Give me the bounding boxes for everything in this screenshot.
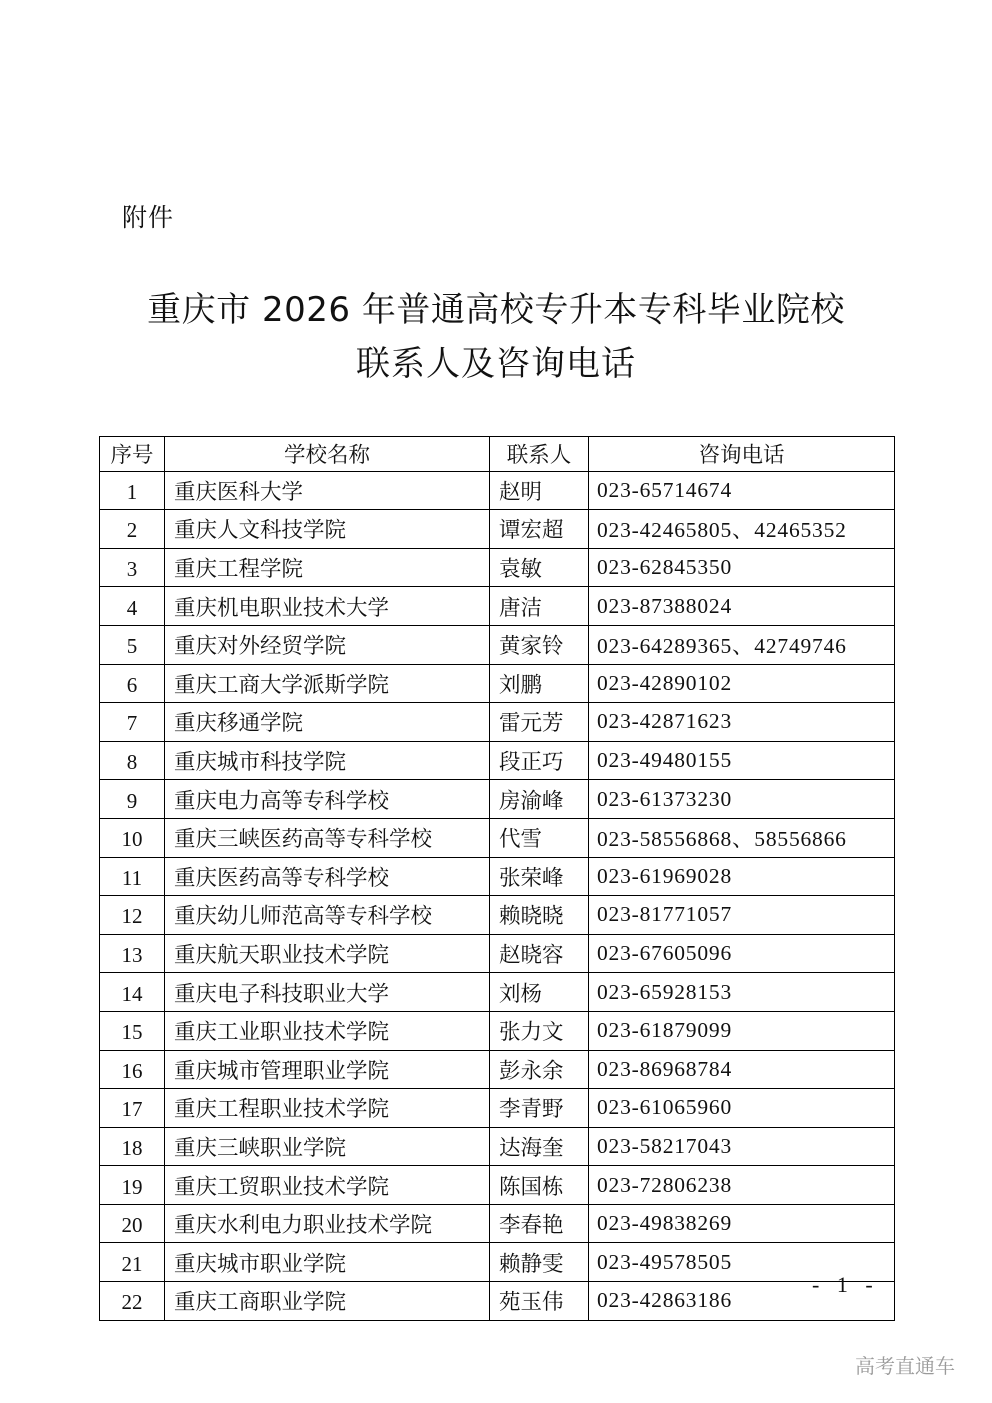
school-name: 重庆电子科技职业大学 bbox=[165, 973, 490, 1012]
table-header-row bbox=[100, 437, 895, 472]
school-name: 重庆工程职业技术学院 bbox=[165, 1089, 490, 1128]
contact-person: 袁敏 bbox=[490, 548, 589, 587]
phone-number: 023-49838269 bbox=[589, 1204, 895, 1243]
phone-number: 023-81771057 bbox=[589, 896, 895, 935]
phone-number: 023-86968784 bbox=[589, 1050, 895, 1089]
page-number: - 1 - bbox=[812, 1272, 879, 1297]
row-index: 5 bbox=[100, 625, 165, 664]
table-row bbox=[100, 1050, 895, 1089]
phone-number: 023-58556868、58556866 bbox=[589, 818, 895, 857]
phone-number: 023-42890102 bbox=[589, 664, 895, 703]
row-index: 17 bbox=[100, 1089, 165, 1128]
school-name: 重庆三峡医药高等专科学校 bbox=[165, 818, 490, 857]
table-row bbox=[100, 664, 895, 703]
phone-number: 023-64289365、42749746 bbox=[589, 625, 895, 664]
phone-number: 023-42465805、42465352 bbox=[589, 510, 895, 549]
row-index: 6 bbox=[100, 664, 165, 703]
school-name: 重庆工商职业学院 bbox=[165, 1282, 490, 1321]
row-index: 18 bbox=[100, 1127, 165, 1166]
phone-number: 023-67605096 bbox=[589, 934, 895, 973]
table-row bbox=[100, 780, 895, 819]
table-row bbox=[100, 625, 895, 664]
school-name: 重庆人文科技学院 bbox=[165, 510, 490, 549]
phone-number: 023-87388024 bbox=[589, 587, 895, 626]
row-index: 9 bbox=[100, 780, 165, 819]
school-name: 重庆幼儿师范高等专科学校 bbox=[165, 896, 490, 935]
table-row bbox=[100, 1243, 895, 1282]
table-row bbox=[100, 587, 895, 626]
table-row bbox=[100, 1166, 895, 1205]
row-index: 3 bbox=[100, 548, 165, 587]
school-name: 重庆移通学院 bbox=[165, 703, 490, 742]
contact-person: 刘鹏 bbox=[490, 664, 589, 703]
contact-person: 苑玉伟 bbox=[490, 1282, 589, 1321]
school-name: 重庆工业职业技术学院 bbox=[165, 1011, 490, 1050]
school-name: 重庆对外经贸学院 bbox=[165, 625, 490, 664]
contact-person: 达海奎 bbox=[490, 1127, 589, 1166]
table-row bbox=[100, 818, 895, 857]
contact-person: 代雪 bbox=[490, 818, 589, 857]
school-name: 重庆工商大学派斯学院 bbox=[165, 664, 490, 703]
school-name: 重庆工程学院 bbox=[165, 548, 490, 587]
contact-person: 赖静雯 bbox=[490, 1243, 589, 1282]
phone-number: 023-49578505 bbox=[589, 1243, 895, 1282]
school-name: 重庆三峡职业学院 bbox=[165, 1127, 490, 1166]
contact-person: 谭宏超 bbox=[490, 510, 589, 549]
row-index: 7 bbox=[100, 703, 165, 742]
document-title-line1: 重庆市 2026 年普通高校专升本专科毕业院校 bbox=[147, 290, 845, 330]
phone-number: 023-58217043 bbox=[589, 1127, 895, 1166]
school-name: 重庆航天职业技术学院 bbox=[165, 934, 490, 973]
contact-person: 唐洁 bbox=[490, 587, 589, 626]
row-index: 1 bbox=[100, 471, 165, 510]
row-index: 15 bbox=[100, 1011, 165, 1050]
table-row bbox=[100, 1127, 895, 1166]
table-row bbox=[100, 741, 895, 780]
school-name: 重庆城市管理职业学院 bbox=[165, 1050, 490, 1089]
contact-person: 赖晓晓 bbox=[490, 896, 589, 935]
table-row bbox=[100, 973, 895, 1012]
table-row bbox=[100, 1011, 895, 1050]
contact-person: 张荣峰 bbox=[490, 857, 589, 896]
contact-person: 李青野 bbox=[490, 1089, 589, 1128]
row-index: 16 bbox=[100, 1050, 165, 1089]
row-index: 22 bbox=[100, 1282, 165, 1321]
contact-person: 彭永余 bbox=[490, 1050, 589, 1089]
header-school-name: 学校名称 bbox=[165, 437, 490, 472]
school-name: 重庆电力高等专科学校 bbox=[165, 780, 490, 819]
phone-number: 023-62845350 bbox=[589, 548, 895, 587]
row-index: 8 bbox=[100, 741, 165, 780]
phone-number: 023-61969028 bbox=[589, 857, 895, 896]
phone-number: 023-49480155 bbox=[589, 741, 895, 780]
contact-table bbox=[99, 436, 895, 1321]
table-row bbox=[100, 1089, 895, 1128]
row-index: 10 bbox=[100, 818, 165, 857]
row-index: 21 bbox=[100, 1243, 165, 1282]
contact-person: 房渝峰 bbox=[490, 780, 589, 819]
table-row bbox=[100, 896, 895, 935]
row-index: 19 bbox=[100, 1166, 165, 1205]
table-row bbox=[100, 548, 895, 587]
watermark-text: 高考直通车 bbox=[855, 1354, 955, 1378]
school-name: 重庆医药高等专科学校 bbox=[165, 857, 490, 896]
school-name: 重庆城市职业学院 bbox=[165, 1243, 490, 1282]
phone-number: 023-61065960 bbox=[589, 1089, 895, 1128]
phone-number: 023-65714674 bbox=[589, 471, 895, 510]
document-title-line2: 联系人及咨询电话 bbox=[356, 344, 636, 384]
table-row bbox=[100, 471, 895, 510]
table-row bbox=[100, 510, 895, 549]
school-name: 重庆工贸职业技术学院 bbox=[165, 1166, 490, 1205]
school-name: 重庆医科大学 bbox=[165, 471, 490, 510]
contact-person: 黄家铃 bbox=[490, 625, 589, 664]
header-index: 序号 bbox=[100, 437, 165, 472]
contact-person: 陈国栋 bbox=[490, 1166, 589, 1205]
phone-number: 023-61879099 bbox=[589, 1011, 895, 1050]
school-name: 重庆水利电力职业技术学院 bbox=[165, 1204, 490, 1243]
row-index: 14 bbox=[100, 973, 165, 1012]
table-row bbox=[100, 934, 895, 973]
contact-person: 赵晓容 bbox=[490, 934, 589, 973]
contact-person: 段正巧 bbox=[490, 741, 589, 780]
school-name: 重庆机电职业技术大学 bbox=[165, 587, 490, 626]
row-index: 13 bbox=[100, 934, 165, 973]
row-index: 11 bbox=[100, 857, 165, 896]
row-index: 12 bbox=[100, 896, 165, 935]
header-phone: 咨询电话 bbox=[589, 437, 895, 472]
contact-person: 李春艳 bbox=[490, 1204, 589, 1243]
school-name: 重庆城市科技学院 bbox=[165, 741, 490, 780]
phone-number: 023-61373230 bbox=[589, 780, 895, 819]
contact-person: 赵明 bbox=[490, 471, 589, 510]
contact-person: 刘杨 bbox=[490, 973, 589, 1012]
table-row bbox=[100, 857, 895, 896]
contact-person: 雷元芳 bbox=[490, 703, 589, 742]
contact-person: 张力文 bbox=[490, 1011, 589, 1050]
row-index: 2 bbox=[100, 510, 165, 549]
phone-number: 023-42871623 bbox=[589, 703, 895, 742]
table-row bbox=[100, 1282, 895, 1321]
row-index: 4 bbox=[100, 587, 165, 626]
phone-number: 023-72806238 bbox=[589, 1166, 895, 1205]
attachment-label: 附件 bbox=[122, 203, 175, 232]
phone-number: 023-65928153 bbox=[589, 973, 895, 1012]
header-contact: 联系人 bbox=[490, 437, 589, 472]
table-row bbox=[100, 703, 895, 742]
row-index: 20 bbox=[100, 1204, 165, 1243]
phone-number: 023-42863186 bbox=[589, 1282, 895, 1321]
table-row bbox=[100, 1204, 895, 1243]
